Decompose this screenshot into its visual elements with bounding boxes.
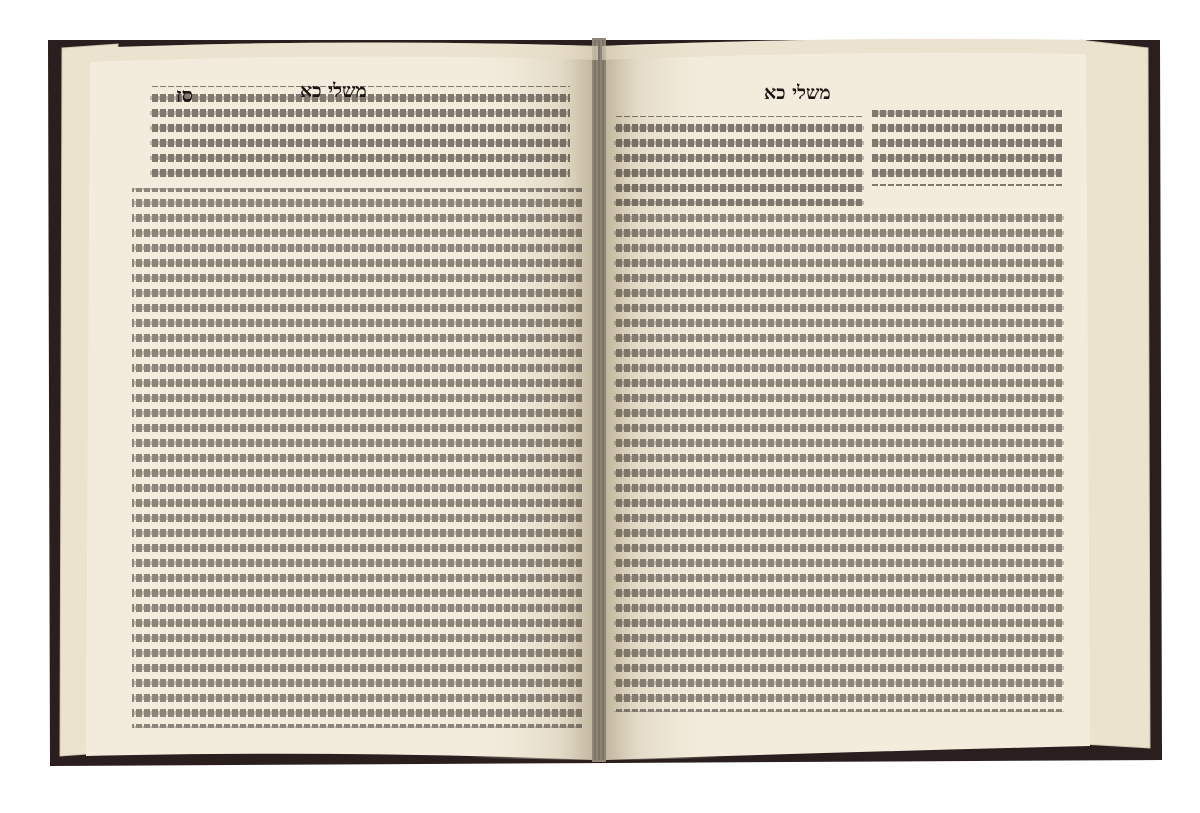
right-page-edges bbox=[1080, 40, 1150, 748]
right-page-verse-block bbox=[872, 110, 1062, 186]
right-page-commentary-top bbox=[614, 116, 864, 206]
right-page-header: משלי כא bbox=[764, 82, 831, 104]
left-page-commentary-block bbox=[132, 188, 582, 728]
right-page-commentary-block bbox=[614, 212, 1064, 712]
left-page-header: משלי כא bbox=[300, 80, 367, 102]
left-page-number: סז bbox=[176, 83, 193, 107]
